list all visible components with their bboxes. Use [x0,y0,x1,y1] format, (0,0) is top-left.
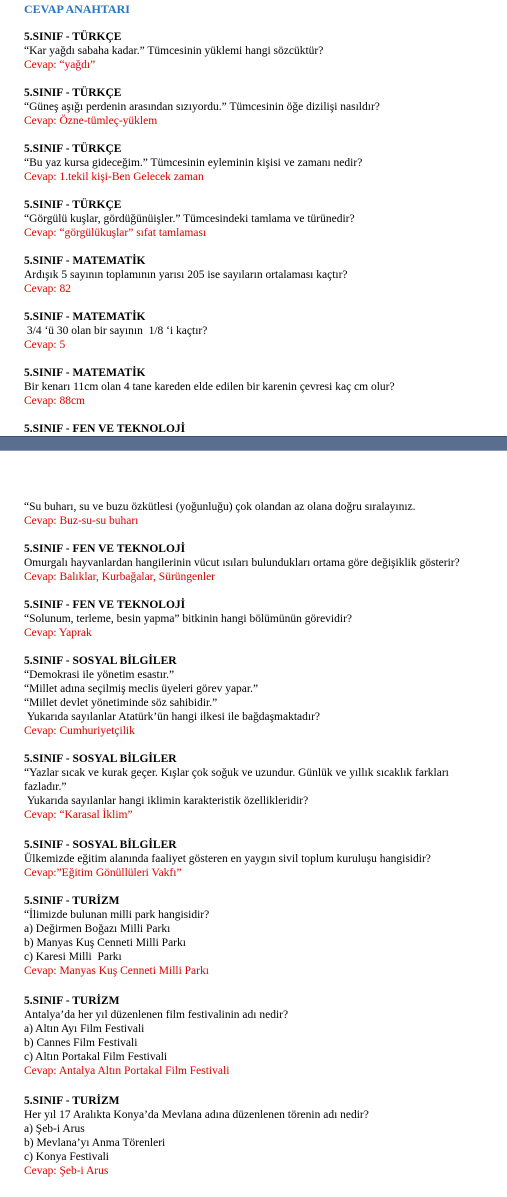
question-block [24,752,504,822]
question-block [24,654,504,738]
page-break-bar [0,436,507,451]
question-text: “Yazlar sıcak ve kurak geçer. Kışlar çok soğuk ve uzundur. Günlük ve yıllık sıcaklık farkları [24,767,449,779]
question-heading: 5.SINIF - TÜRKÇE [24,87,122,99]
answer-text: Cevap: 1.tekil kişi-Ben Gelecek zaman [24,171,204,183]
answer-text: Cevap: 82 [24,283,71,295]
question-text: “Kar yağdı sabaha kadar.” Tümcesinin yüklemi hangi sözcüktür? [24,45,324,57]
question-block [24,366,504,408]
question-text: “Su buharı, su ve buzu özkütlesi (yoğunluğu) çok olandan az olana doğru sıralayınız. [24,501,416,513]
question-text: fazladır.” [24,781,67,793]
question-text: a) Değirmen Boğazı Milli Parkı [24,923,171,935]
question-block [24,86,504,128]
answer-text: Cevap: “görgülükuşlar” sıfat tamlaması [24,227,207,239]
question-text: “Millet adına seçilmiş meclis üyeleri görev yapar.” [24,683,259,695]
answer-text: Cevap: 88cm [24,395,85,407]
question-block [24,500,504,528]
question-heading: 5.SINIF - MATEMATİK [24,367,146,379]
question-text: “İlimizde bulunan milli park hangisidir? [24,909,210,921]
question-text: Omurgalı hayvanlardan hangilerinin vücut ısıları bulundukları ortama göre değişiklik gösterir? [24,557,460,569]
question-heading: 5.SINIF - FEN VE TEKNOLOJİ [24,423,186,435]
question-heading: 5.SINIF - SOSYAL BİLGİLER [24,753,177,765]
answer-text: Cevap: 5 [24,339,66,351]
question-block [24,198,504,240]
question-text: a) Şeb-i Arus [24,1123,85,1135]
question-heading: 5.SINIF - TÜRKÇE [24,31,122,43]
question-text: Yukarıda sayılanlar Atatürk’ün hangi ilkesi ile bağdaşmaktadır? [24,711,321,723]
question-block [24,1094,504,1178]
question-block [24,254,504,296]
answer-text: Cevap: “Karasal İklim” [24,809,133,821]
question-block [24,994,504,1078]
question-heading: 5.SINIF - TÜRKÇE [24,143,122,155]
question-text: Bir kenarı 11cm olan 4 tane kareden elde edilen bir karenin çevresi kaç cm olur? [24,381,395,393]
answer-text: Cevap: Cumhuriyetçilik [24,725,135,737]
answer-text: Cevap: Balıklar, Kurbağalar, Sürüngenler [24,571,216,583]
question-block [24,598,504,640]
question-block [24,422,504,436]
question-heading: 5.SINIF - TÜRKÇE [24,199,122,211]
question-heading: 5.SINIF - MATEMATİK [24,311,146,323]
question-text: “Millet devlet yönetiminde söz sahibidir.” [24,697,218,709]
question-text: c) Karesi Milli Parkı [24,951,122,963]
answer-text: Cevap: “yağdı” [24,59,96,71]
question-heading: 5.SINIF - TURİZM [24,995,120,1007]
question-text: b) Manyas Kuş Cenneti Milli Parkı [24,937,186,949]
question-heading: 5.SINIF - SOSYAL BİLGİLER [24,839,177,851]
question-text: a) Altın Ayı Film Festivali [24,1023,145,1035]
question-heading: 5.SINIF - FEN VE TEKNOLOJİ [24,543,186,555]
question-heading: 5.SINIF - FEN VE TEKNOLOJİ [24,599,186,611]
document-title: CEVAP ANAHTARI [24,2,130,16]
question-text: c) Altın Portakal Film Festivali [24,1051,168,1063]
question-text: Yukarıda sayılanlar hangi iklimin karakteristik özellikleridir? [24,795,309,807]
question-heading: 5.SINIF - MATEMATİK [24,255,146,267]
question-text: c) Konya Festivali [24,1151,109,1163]
question-heading: 5.SINIF - TURİZM [24,895,120,907]
answer-text: Cevap: Yaprak [24,627,92,639]
answer-text: Cevap: Antalya Altın Portakal Film Festivali [24,1065,230,1077]
question-text: “Güneş aşığı perdenin arasından sızıyordu.” Tümcesinin öğe dizilişi nasıldır? [24,101,380,113]
question-text: b) Cannes Film Festivali [24,1037,138,1049]
question-block [24,542,504,584]
answer-text: Cevap: Özne-tümleç-yüklem [24,115,158,127]
answer-text: Cevap: Şeb-i Arus [24,1165,109,1177]
answer-text: Cevap: Manyas Kuş Cenneti Milli Parkı [24,965,209,977]
question-text: Her yıl 17 Aralıkta Konya’da Mevlana adına düzenlenen törenin adı nedir? [24,1109,369,1121]
document-page-1 [0,0,507,436]
question-text: b) Mevlana’yı Anma Törenleri [24,1137,166,1149]
question-text: 3/4 ‘ü 30 olan bir sayının 1/8 ‘i kaçtır? [24,325,208,337]
page-separator [0,436,507,476]
question-heading: 5.SINIF - SOSYAL BİLGİLER [24,655,177,667]
answer-text: Cevap: Buz-su-su buharı [24,515,139,527]
question-text: “Solunum, terleme, besin yapma” bitkinin hangi bölümünün görevidir? [24,613,353,625]
question-text: Ardışık 5 sayının toplamının yarısı 205 ise sayıların ortalaması kaçtır? [24,269,348,281]
question-text: “Demokrasi ile yönetim esastır.” [24,669,175,681]
answer-text: Cevap:”Eğitim Gönüllüleri Vakfı” [24,867,182,879]
question-block [24,310,504,352]
question-text: Antalya’da her yıl düzenlenen film festivalinin adı nedir? [24,1009,289,1021]
question-heading: 5.SINIF - TURİZM [24,1095,120,1107]
question-block [24,838,504,880]
question-block [24,30,504,72]
question-block [24,894,504,978]
question-text: “Görgülü kuşlar, gördüğünüişler.” Tümcesindeki tamlama ve türünedir? [24,213,355,225]
question-text: “Bu yaz kursa gideceğim.” Tümcesinin eyleminin kişisi ve zamanı nedir? [24,157,363,169]
question-text: Ülkemizde eğitim alanında faaliyet gösteren en yaygın sivil toplum kuruluşu hangisidir? [24,853,431,865]
question-block [24,142,504,184]
